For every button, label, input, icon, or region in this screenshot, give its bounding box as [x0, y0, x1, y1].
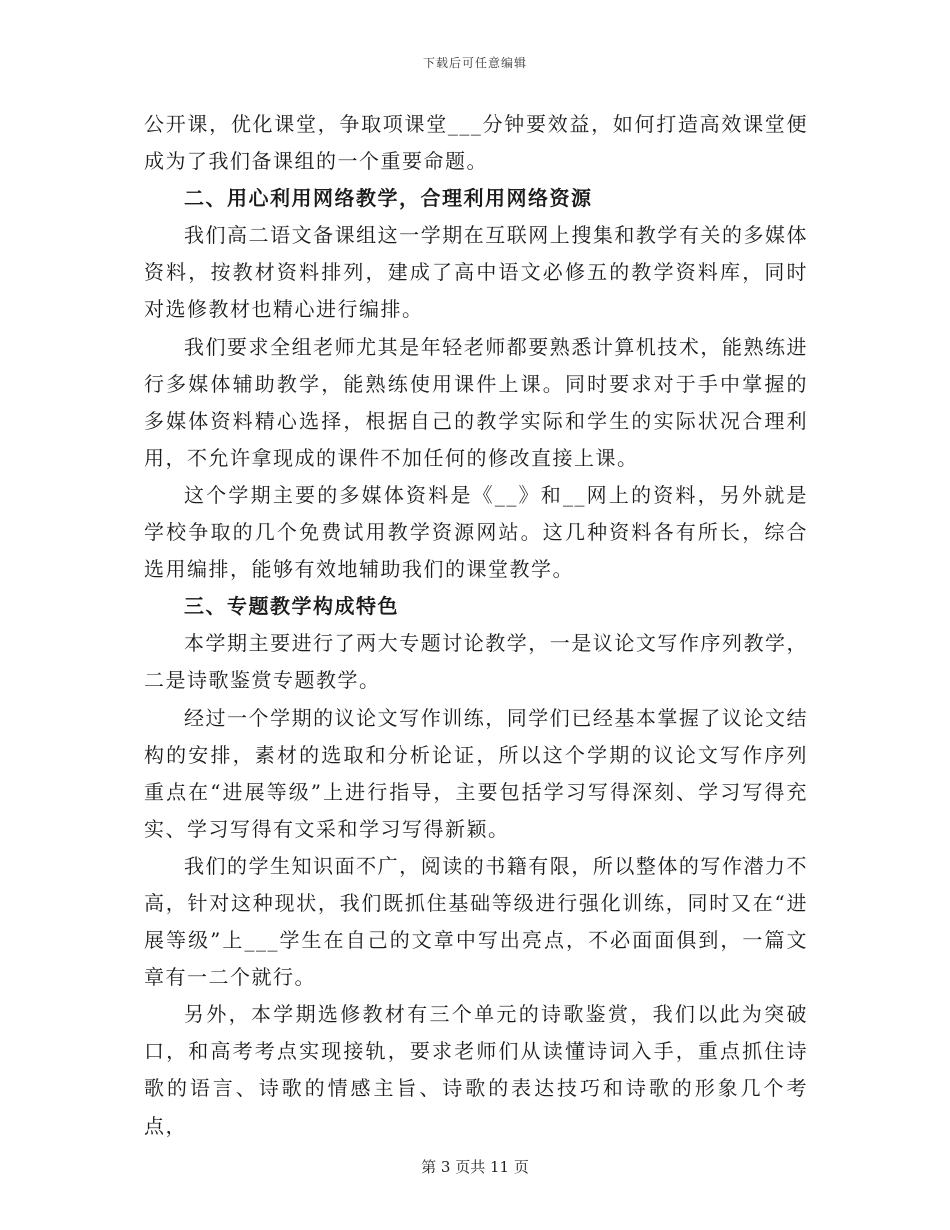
section-heading-2: 二、用心利用网络教学，合理利用网络资源: [184, 186, 593, 211]
section-heading-3: 三、专题教学构成特色: [184, 594, 399, 619]
page-header: 下载后可任意编辑: [422, 56, 527, 70]
paragraph: 我们高二语文备课组这一学期在互联网上搜集和教学有关的多媒体资料，按教材资料排列，建成了高中语文必修五的教学资料库，同时对选修教材也精心进行编排。: [144, 223, 808, 322]
paragraph: 我们的学生知识面不广，阅读的书籍有限，所以整体的写作潜力不高，针对这种现状，我们既抓住基础等级进行强化训练，同时又在“进展等级”上___学生在自己的文章中写出亮点，不必面面俱到，一篇文章有一二个就行。: [144, 853, 808, 990]
paragraph-continuation: 公开课，优化课堂，争取项课堂___分钟要效益，如何打造高效课堂便成为了我们备课组的一个重要命题。: [144, 112, 808, 174]
paragraph: 经过一个学期的议论文写作训练，同学们已经基本掌握了议论文结构的安排，素材的选取和分析论证，所以这个学期的议论文写作序列重点在“进展等级”上进行指导，主要包括学习写得深刻、学习写得充实、学习写得有文采和学习写得新颖。: [144, 705, 808, 841]
page-number-footer: 第 3 页共 11 页: [421, 1158, 529, 1176]
document-body: [144, 106, 808, 1145]
paragraph: 另外，本学期选修教材有三个单元的诗歌鉴赏，我们以此为突破口，和高考考点实现接轨，要求老师们从读懂诗词入手，重点抓住诗歌的语言、诗歌的情感主旨、诗歌的表达技巧和诗歌的形象几个考点，: [144, 1002, 808, 1138]
paragraph: 我们要求全组老师尤其是年轻老师都要熟悉计算机技术，能熟练进行多媒体辅助教学，能熟练使用课件上课。同时要求对于手中掌握的多媒体资料精心选择，根据自己的教学实际和学生的实际状况合理利用，不允许拿现成的课件不加任何的修改直接上课。: [144, 334, 808, 470]
paragraph: 这个学期主要的多媒体资料是《__》和__网上的资料，另外就是学校争取的几个免费试用教学资源网站。这几种资料各有所长，综合选用编排，能够有效地辅助我们的课堂教学。: [144, 482, 808, 582]
paragraph: 本学期主要进行了两大专题讨论教学，一是议论文写作序列教学，二是诗歌鉴赏专题教学。: [144, 631, 808, 693]
